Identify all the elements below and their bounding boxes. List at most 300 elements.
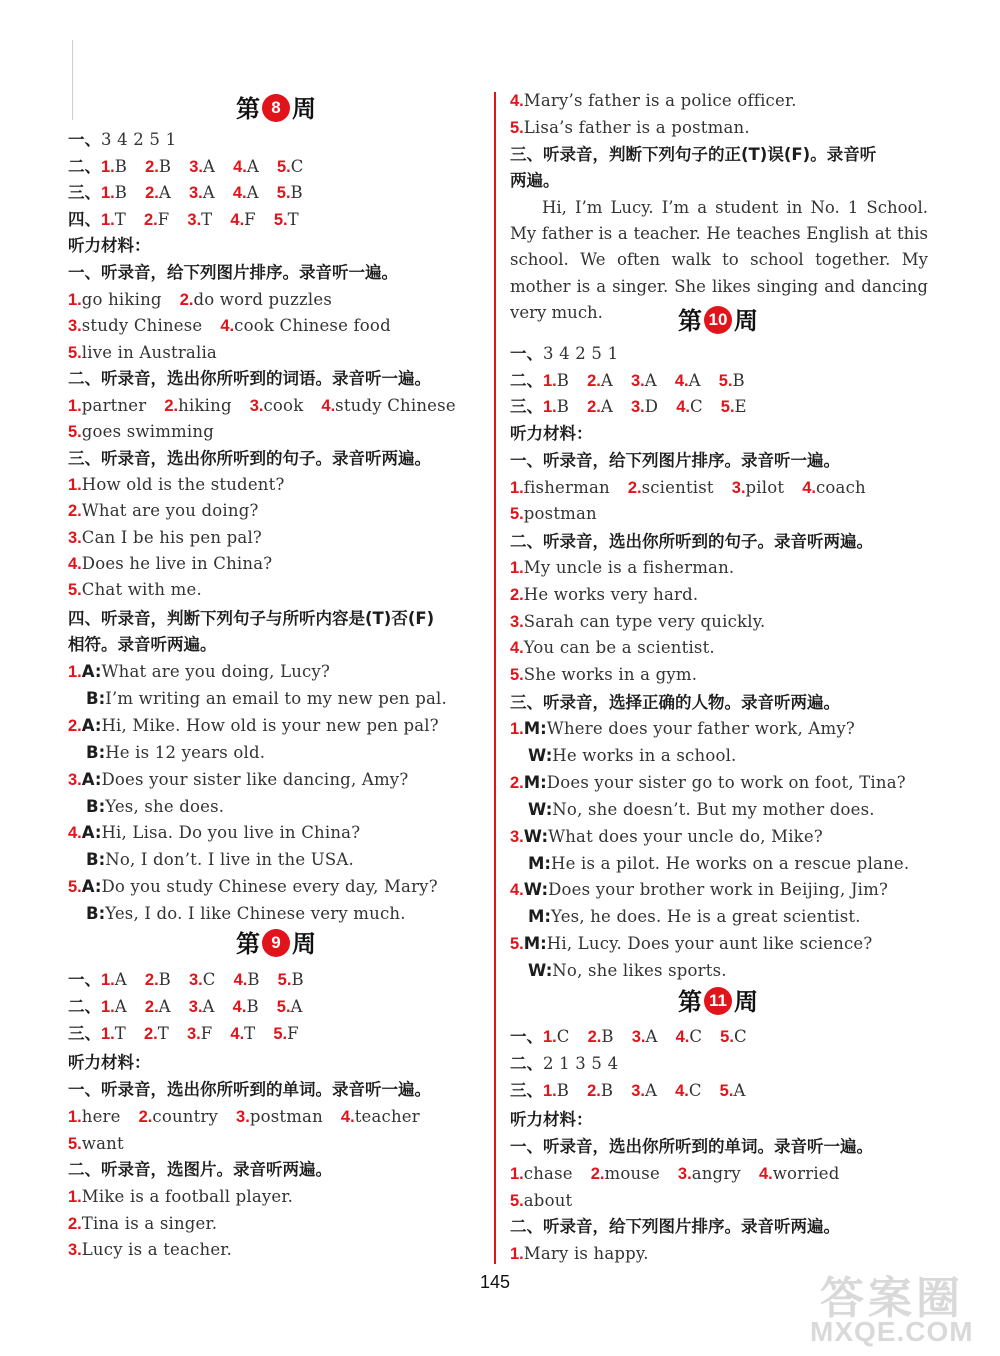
speaker-label: A:: [81, 823, 102, 843]
section-title-text: 二、听录音，选出你所听到的词语。录音听一遍。: [68, 369, 431, 388]
listening-item: [510, 88, 797, 114]
item-number: 2.: [138, 1108, 153, 1126]
item-number: 1.: [543, 1081, 557, 1100]
item-answer: B: [601, 1027, 614, 1046]
listening-row: [510, 88, 815, 114]
listening-item: [180, 287, 332, 313]
answer-item: [274, 207, 299, 233]
item-text: Sarah can type very quickly.: [523, 611, 766, 631]
answer-item: [631, 394, 658, 420]
item-text: live in Australia: [81, 342, 217, 362]
listening-row: [510, 609, 783, 635]
section-title-text: 四、听录音，判断下列句子与所听内容是(T)否(F): [68, 609, 435, 628]
item-answer: B: [732, 370, 745, 390]
answer-item: [719, 368, 745, 394]
answer-row: [68, 207, 317, 233]
listening-item: [250, 393, 304, 419]
item-number: 4.: [232, 997, 247, 1016]
section-title-text: 相符。录音听两遍。: [68, 635, 217, 654]
item-text: Can I be his pen pal?: [81, 527, 262, 547]
answer-lead: 一、: [510, 344, 543, 363]
answer-lead: 二、: [510, 370, 543, 390]
item-answer: A: [158, 996, 171, 1016]
item-answer: A: [290, 996, 303, 1016]
item-answer: A: [114, 970, 127, 989]
listening-row: [68, 551, 290, 577]
answer-item: [101, 154, 127, 180]
dialog-text: Do you study Chinese every day, Mary?: [101, 877, 438, 897]
watermark-big: 答案圈: [820, 1273, 964, 1324]
listening-item: [68, 1237, 232, 1263]
answer-lead: 三、: [68, 183, 101, 202]
dialog-line: [68, 767, 408, 793]
item-text: Lucy is a teacher.: [81, 1240, 233, 1259]
dialog-line: [528, 851, 909, 877]
item-number: 5.: [273, 210, 288, 229]
item-text: Lisa’s father is a postman.: [523, 117, 750, 137]
item-text: What are you doing?: [81, 501, 259, 521]
section-title-text: 听力材料：: [510, 1110, 593, 1129]
dialog-text: Hi, Lucy. Does your aunt like science?: [546, 934, 873, 954]
dialog-line: [528, 743, 737, 769]
item-number: 4.: [321, 397, 336, 415]
item-number: 2.: [164, 397, 179, 415]
section-title: [68, 1077, 431, 1103]
item-text: Tina is a singer.: [81, 1213, 218, 1233]
section-title: [68, 233, 151, 259]
listening-row: [68, 1211, 235, 1237]
dialog-line: [86, 901, 406, 927]
week-suffix: 周: [734, 306, 758, 335]
answer-item: [101, 1021, 126, 1047]
listening-row: [68, 525, 280, 551]
answer-lead: 三、: [510, 397, 543, 416]
week-prefix: 第: [678, 987, 702, 1016]
dialog-line: [86, 740, 265, 766]
answer-item: [676, 1024, 703, 1050]
item-number: 4.: [340, 1108, 355, 1126]
dialog-line: [528, 904, 861, 930]
item-number: 3.: [630, 398, 645, 416]
item-text: worried: [772, 1164, 840, 1183]
item-text: He works very hard.: [523, 584, 699, 604]
item-text: scientist: [641, 478, 714, 497]
item-text: chase: [523, 1164, 573, 1183]
dialog-text: Where does your father work, Amy?: [546, 719, 855, 738]
item-answer: A: [202, 183, 215, 202]
week-heading: [678, 983, 758, 1021]
item-number: 4.: [676, 398, 690, 416]
listening-row: [68, 340, 235, 366]
item-number: 4.: [68, 554, 82, 573]
answer-row: [68, 967, 322, 993]
item-number: 1.: [101, 1024, 115, 1043]
listening-item: [510, 1161, 573, 1187]
item-answer: A: [644, 1080, 658, 1100]
answer-item: [101, 967, 127, 993]
item-number: 5.: [276, 997, 291, 1016]
speaker-label: M:: [523, 772, 547, 792]
item-answer: B: [246, 996, 259, 1016]
section-title: [510, 168, 560, 194]
item-number: 3.: [68, 528, 82, 547]
listening-row: [68, 472, 303, 498]
week-number-badge: 8: [262, 94, 290, 122]
story-paragraph: Hi, I’m Lucy. I’m a student in No. 1 School. My father is a teacher. He teaches English at this school. We often walk to school together. My mother is a singer. She likes singing and dancing very much.: [510, 198, 928, 322]
item-text: You can be a scientist.: [523, 638, 715, 658]
dialog-number: 4.: [510, 881, 524, 900]
answer-item: [233, 180, 259, 206]
item-number: 2.: [590, 1165, 605, 1183]
section-title: [510, 1134, 873, 1160]
item-number: 1.: [68, 1188, 82, 1206]
listening-item: [510, 609, 765, 635]
item-number: 2.: [144, 997, 159, 1016]
item-answer: C: [688, 1080, 702, 1100]
item-answer: A: [600, 397, 613, 416]
item-answer: A: [645, 1027, 658, 1046]
item-number: 1.: [101, 210, 115, 229]
item-text: cook: [263, 396, 304, 415]
item-number: 4.: [232, 184, 247, 202]
speaker-label: W:: [528, 746, 553, 765]
answer-item: [675, 1078, 702, 1104]
answer-lead: 四、: [68, 209, 101, 229]
answer-lead: 二、: [68, 156, 101, 176]
item-text: go hiking: [81, 290, 162, 309]
item-number: 3.: [236, 1108, 250, 1126]
item-number: 1.: [101, 971, 115, 989]
item-text: fisherman: [523, 478, 610, 497]
answer-lead: 三、: [510, 1080, 543, 1100]
answer-item: [721, 394, 747, 420]
item-text: goes swimming: [81, 422, 214, 442]
item-answer: D: [644, 397, 659, 416]
answer-item: [230, 207, 255, 233]
listening-item: [321, 393, 455, 419]
answer-lead: 三、: [68, 1023, 101, 1043]
item-number: 1.: [543, 1028, 557, 1046]
item-answer: F: [244, 209, 256, 229]
listening-row: [510, 475, 884, 501]
answer-lead: 二、: [68, 996, 101, 1016]
item-number: 4.: [233, 971, 248, 989]
section-title: [510, 1107, 593, 1133]
section-title-text: 听力材料：: [68, 1053, 151, 1072]
item-number: 3.: [188, 997, 203, 1016]
margin-mark: [72, 40, 73, 120]
item-answer: F: [157, 209, 170, 229]
item-number: 2.: [587, 1081, 601, 1100]
item-answer: F: [287, 1023, 299, 1043]
item-number: 5.: [68, 581, 82, 600]
listening-row: [510, 582, 716, 608]
item-text: teacher: [354, 1107, 420, 1126]
item-number: 3.: [187, 210, 202, 229]
dialog-text: Hi, Lisa. Do you live in China?: [101, 823, 361, 843]
section-title: [68, 1050, 151, 1076]
section-title: [510, 448, 840, 474]
listening-row: [510, 662, 715, 688]
listening-item: [510, 662, 697, 688]
answer-item: [101, 207, 126, 233]
week-number-badge: 11: [704, 987, 732, 1015]
item-answer: A: [202, 996, 215, 1016]
item-number: 1.: [510, 559, 524, 577]
answer-item: [187, 207, 212, 233]
item-answer: B: [114, 183, 128, 202]
listening-item: [68, 577, 202, 603]
listening-item: [68, 498, 259, 524]
answer-item: [278, 967, 304, 993]
item-number: 5.: [276, 157, 291, 176]
dialog-line: [68, 659, 330, 685]
answer-row: [510, 1051, 618, 1077]
listening-row: [510, 1161, 858, 1187]
watermark-url: MXQE.COM: [810, 1316, 974, 1347]
item-number: 2.: [587, 371, 601, 390]
item-number: 1.: [510, 1245, 524, 1263]
item-number: 3.: [68, 317, 82, 336]
item-number: 4.: [674, 371, 689, 390]
item-number: 5.: [68, 343, 82, 362]
section-title: [510, 529, 873, 555]
item-number: 2.: [510, 585, 524, 604]
section-title: [68, 632, 217, 658]
answer-item: [631, 1078, 657, 1104]
answer-sequence: 3 4 2 5 1: [101, 130, 177, 149]
listening-row: [510, 115, 768, 141]
answer-row: [510, 341, 618, 367]
listening-item: [68, 472, 285, 498]
section-title-text: 二、听录音，选图片。录音听两遍。: [68, 1160, 332, 1179]
week-number-badge: 10: [704, 306, 732, 334]
answer-item: [587, 1078, 613, 1104]
answer-item: [720, 1078, 746, 1104]
answer-sequence: 2 1 3 5 4: [543, 1053, 619, 1073]
item-text: postman: [249, 1107, 323, 1126]
item-number: 1.: [543, 398, 557, 416]
item-number: 5.: [276, 184, 291, 202]
answer-item: [101, 994, 127, 1020]
item-number: 5.: [273, 1024, 288, 1043]
item-number: 5.: [277, 971, 292, 989]
dialog-line: [86, 686, 447, 712]
item-answer: C: [689, 1027, 703, 1046]
listening-row: [68, 1104, 438, 1130]
item-number: 1.: [510, 479, 524, 497]
item-text: How old is the student?: [81, 475, 285, 494]
item-number: 3.: [631, 1081, 645, 1100]
item-text: Mary is happy.: [523, 1244, 649, 1263]
answer-item: [587, 368, 613, 394]
dialog-text: What are you doing, Lucy?: [101, 662, 331, 681]
dialog-text: He is 12 years old.: [105, 742, 266, 762]
listening-item: [139, 1104, 218, 1130]
dialog-text: What does your uncle do, Mike?: [548, 826, 823, 846]
listening-item: [510, 115, 750, 141]
item-number: 1.: [68, 1108, 82, 1126]
answer-item: [233, 154, 259, 180]
item-text: cook Chinese food: [234, 316, 391, 336]
item-answer: B: [556, 1080, 570, 1100]
dialog-line: [510, 716, 855, 742]
listening-item: [236, 1104, 323, 1130]
item-number: 5.: [68, 423, 82, 442]
item-number: 3.: [249, 397, 264, 415]
listening-row: [68, 577, 220, 603]
answer-item: [144, 207, 169, 233]
item-number: 3.: [189, 157, 203, 176]
item-text: about: [523, 1190, 573, 1210]
listening-item: [68, 419, 214, 445]
answer-item: [543, 394, 569, 420]
item-number: 2.: [144, 971, 159, 989]
item-number: 3.: [186, 1024, 201, 1043]
item-answer: T: [157, 1023, 169, 1043]
listening-item: [341, 1104, 420, 1130]
dialog-number: 3.: [68, 770, 82, 789]
dialog-line: [68, 874, 438, 900]
speaker-label: B:: [86, 689, 106, 708]
section-title: [510, 690, 840, 716]
section-title: [510, 142, 876, 168]
item-answer: T: [114, 209, 126, 229]
dialog-text: Hi, Mike. How old is your new pen pal?: [101, 715, 439, 735]
listening-item: [759, 1161, 840, 1187]
item-number: 4.: [510, 92, 524, 110]
dialog-number: 1.: [68, 663, 82, 681]
speaker-label: A:: [81, 715, 102, 735]
section-title-text: 听力材料：: [510, 424, 593, 443]
speaker-label: A:: [81, 877, 102, 897]
item-answer: T: [287, 209, 299, 229]
answer-item: [189, 994, 215, 1020]
item-text: Chat with me.: [81, 580, 202, 600]
answer-sequence: 3 4 2 5 1: [543, 344, 619, 363]
answer-item: [144, 1021, 169, 1047]
dialog-line: [528, 958, 727, 984]
answer-lead: 二、: [510, 1053, 543, 1073]
dialog-number: 4.: [68, 824, 82, 843]
listening-item: [68, 551, 272, 577]
section-title-text: 二、听录音，选出你所听到的句子。录音听两遍。: [510, 532, 873, 551]
section-title-text: 三、听录音，选择正确的人物。录音听两遍。: [510, 693, 840, 712]
listening-item: [68, 1104, 121, 1130]
answer-lead: 一、: [68, 970, 101, 989]
section-title-text: 三、听录音，选出你所听到的句子。录音听两遍。: [68, 449, 431, 468]
answer-item: [588, 1024, 614, 1050]
listening-item: [68, 1131, 124, 1157]
item-number: 2.: [587, 398, 601, 416]
dialog-line: [86, 847, 354, 873]
item-text: here: [81, 1107, 121, 1126]
week-heading: [236, 90, 316, 128]
week-suffix: 周: [292, 94, 316, 123]
dialog-line: [510, 877, 888, 903]
dialog-line: [528, 797, 875, 823]
item-number: 3.: [631, 1028, 646, 1046]
item-number: 2.: [68, 502, 82, 521]
item-answer: E: [734, 397, 747, 416]
listening-row: [68, 313, 409, 339]
item-text: partner: [81, 396, 147, 415]
dialog-text: Yes, she does.: [105, 796, 225, 816]
item-answer: A: [688, 370, 701, 390]
item-number: 5.: [510, 505, 524, 524]
answer-row: [510, 1078, 764, 1104]
item-number: 4.: [230, 210, 245, 229]
item-answer: T: [114, 1023, 126, 1043]
item-text: postman: [523, 504, 597, 524]
speaker-label: M:: [523, 719, 547, 738]
item-number: 3.: [188, 971, 203, 989]
item-text: Does he live in China?: [81, 553, 273, 573]
item-answer: A: [644, 370, 657, 390]
listening-row: [68, 393, 474, 419]
listening-row: [68, 1237, 250, 1263]
week-prefix: 第: [678, 306, 702, 335]
item-number: 5.: [718, 371, 733, 390]
listening-item: [68, 525, 262, 551]
item-number: 3.: [731, 479, 746, 497]
item-number: 4.: [510, 639, 524, 658]
answer-item: [543, 1024, 570, 1050]
item-text: pilot: [745, 478, 785, 497]
answer-item: [273, 1021, 298, 1047]
answer-row: [510, 1024, 765, 1050]
item-answer: F: [200, 1023, 213, 1043]
answer-item: [145, 967, 171, 993]
answer-item: [277, 154, 304, 180]
listening-item: [68, 1211, 217, 1237]
answer-row: [510, 368, 763, 394]
listening-row: [510, 501, 615, 527]
week-heading: [236, 925, 316, 963]
item-answer: T: [201, 209, 213, 229]
answer-item: [631, 368, 657, 394]
item-answer: B: [247, 970, 260, 989]
listening-item: [802, 475, 866, 501]
listening-item: [732, 475, 784, 501]
column-divider: [494, 92, 496, 1264]
answer-item: [189, 967, 216, 993]
item-text: country: [152, 1107, 219, 1126]
section-title: [68, 1157, 332, 1183]
listening-row: [510, 1241, 667, 1267]
item-answer: A: [202, 156, 216, 176]
listening-row: [68, 419, 232, 445]
item-answer: T: [244, 1023, 256, 1043]
item-number: 5.: [510, 1191, 524, 1210]
listening-row: [510, 555, 752, 581]
item-text: study Chinese: [81, 316, 203, 336]
item-number: 5.: [720, 1028, 734, 1046]
section-title-text: 听力材料：: [68, 236, 151, 255]
answer-row: [510, 394, 765, 420]
item-number: 1.: [101, 184, 115, 202]
item-number: 5.: [720, 398, 735, 416]
item-text: coach: [815, 478, 866, 497]
section-title-text: 一、听录音，给下列图片排序。录音听一遍。: [68, 263, 398, 282]
speaker-label: W:: [528, 961, 553, 981]
item-text: do word puzzles: [193, 290, 333, 309]
answer-item: [187, 1021, 212, 1047]
listening-item: [68, 287, 162, 313]
watermark-logo: [800, 1262, 990, 1350]
item-text: mouse: [604, 1164, 660, 1183]
dialog-number: 2.: [68, 716, 82, 735]
